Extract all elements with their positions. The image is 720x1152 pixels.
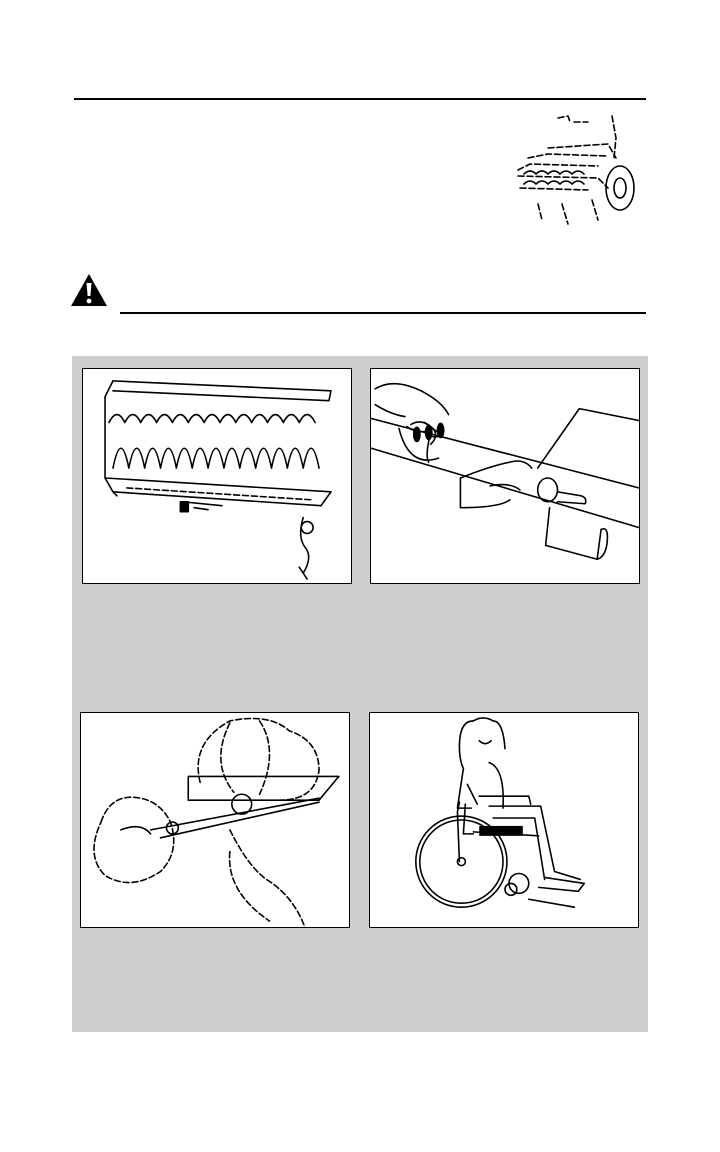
figure-person-in-wheelchair <box>369 712 639 928</box>
power-wheelchair-illustration <box>508 108 638 230</box>
figure-cushion-cover <box>82 368 352 584</box>
warning-rule <box>120 312 646 314</box>
figure-hand-pump <box>80 712 350 928</box>
warning-triangle-icon <box>70 273 108 307</box>
top-rule <box>74 98 646 100</box>
figure-hands-on-tube <box>370 368 640 584</box>
